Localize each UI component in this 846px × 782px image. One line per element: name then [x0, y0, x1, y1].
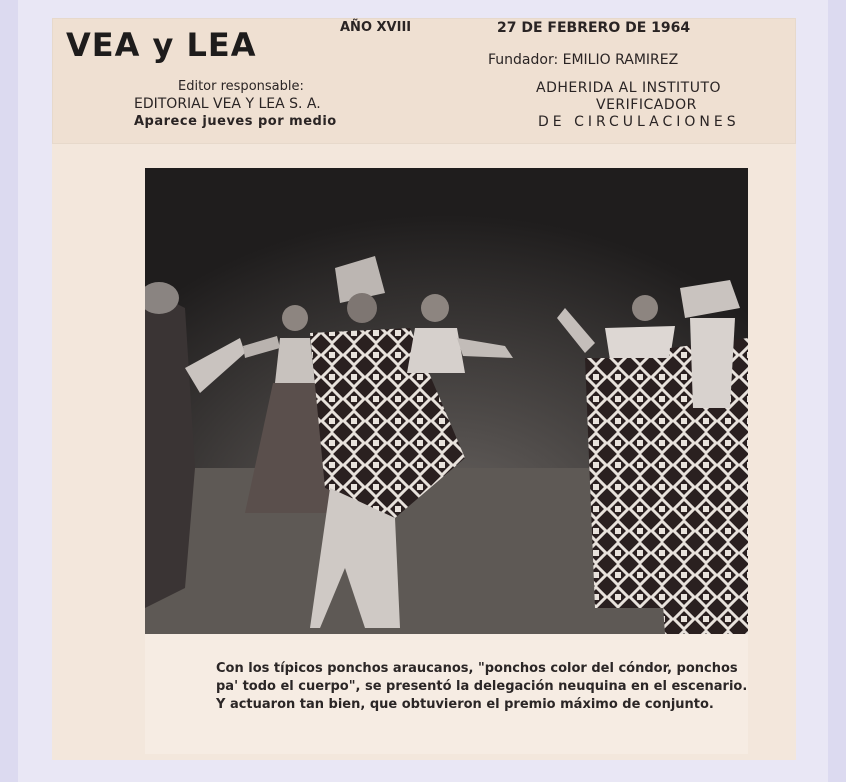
publication-frequency: Aparece jueves por medio: [134, 114, 337, 129]
founder-line: Fundador: EMILIO RAMIREZ: [488, 52, 679, 68]
publisher-name: EDITORIAL VEA Y LEA S. A.: [134, 96, 321, 112]
issue-date: 27 DE FEBRERO DE 1964: [497, 20, 691, 36]
dancers-photo: [145, 168, 748, 634]
magazine-title: VEA y LEA: [66, 26, 257, 64]
membership-line-1: ADHERIDA AL INSTITUTO: [536, 80, 722, 96]
dancers-photo-illustration: [145, 168, 748, 634]
membership-line-3: DE CIRCULACIONES: [538, 114, 740, 130]
editor-label: Editor responsable:: [178, 79, 304, 94]
issue-year: AÑO XVIII: [340, 20, 412, 35]
membership-line-2: VERIFICADOR: [596, 97, 697, 113]
photo-caption: Con los típicos ponchos araucanos, "ponchos color del cóndor, ponchos pa' todo el cuerpo", se presentó la delegación neuquina en el escenario. Y actuaron tan bien, que obtuvieron el premio máximo de conjunto.: [216, 661, 748, 712]
